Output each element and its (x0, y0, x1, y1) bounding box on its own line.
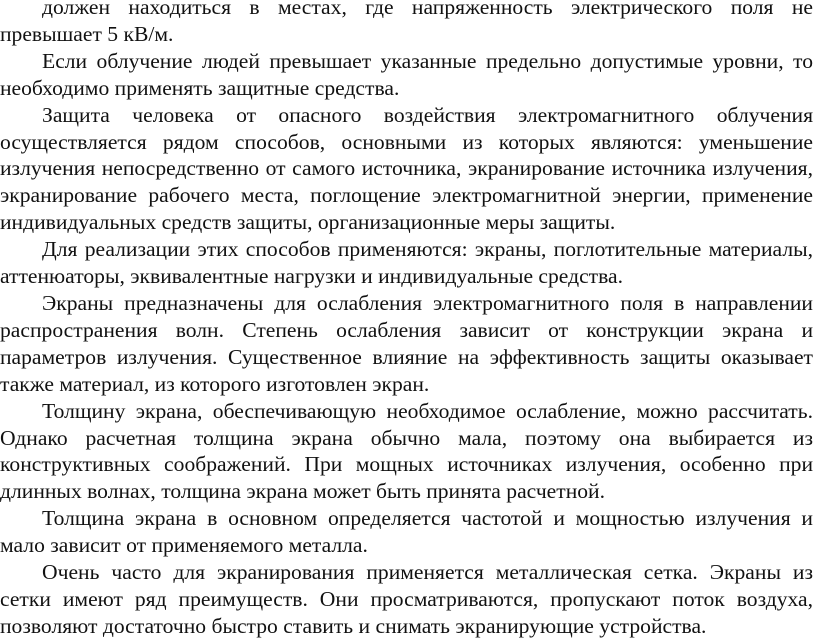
paragraph-1 (0, 0, 813, 48)
paragraph-1-line-2: превышает 5 кВ/м. (0, 21, 174, 46)
paragraph-3: Защита человека от опасного воздействия электромагнитного облучения осуществляется рядом способов, основными из которых являются: уменьшение излучения непосредственно от самого источника, экранирование источника излучения, экранирование рабочего места, поглощение электромагнитной энергии, применение индивидуальных средств защиты, организационные меры защиты. (0, 102, 813, 235)
paragraph-4: Для реализации этих способов применяются: экраны, поглотительные материалы, аттенюаторы, эквивалентные нагрузки и индивидуальные средства. (0, 237, 813, 289)
paragraph-5: Экраны предназначены для ослабления электромагнитного поля в направлении распространения волн. Степень ослабления зависит от конструкции экрана и параметров излучения. Существенное влияние на эффективность защиты оказывает также материал, из которого изготовлен экран. (0, 290, 813, 396)
paragraph-8: Очень часто для экранирования применяется металлическая сетка. Экраны из сетки имеют ряд преимуществ. Они просматриваются, пропускают поток воздуха, позволяют достаточно быстро ставить и снимать экранирующие устройства. (0, 560, 813, 638)
paragraph-7: Толщина экрана в основном определяется частотой и мощностью излучения и мало зависит от применяемого металла. (0, 506, 813, 558)
paragraph-2: Если облучение людей превышает указанные предельно допустимые уровни, то необходимо применять защитные средства. (0, 48, 813, 100)
paragraph-1-line-1: должен находиться в местах, где напряженность электрического поля не (42, 0, 813, 19)
paragraph-6: Толщину экрана, обеспечивающую необходимое ослабление, можно рассчитать. Однако расчетная толщина экрана обычно мала, поэтому она выбирается из конструктивных соображений. При мощных источниках излучения, особенно при длинных волнах, толщина экрана может быть принята расчетной. (0, 398, 813, 504)
